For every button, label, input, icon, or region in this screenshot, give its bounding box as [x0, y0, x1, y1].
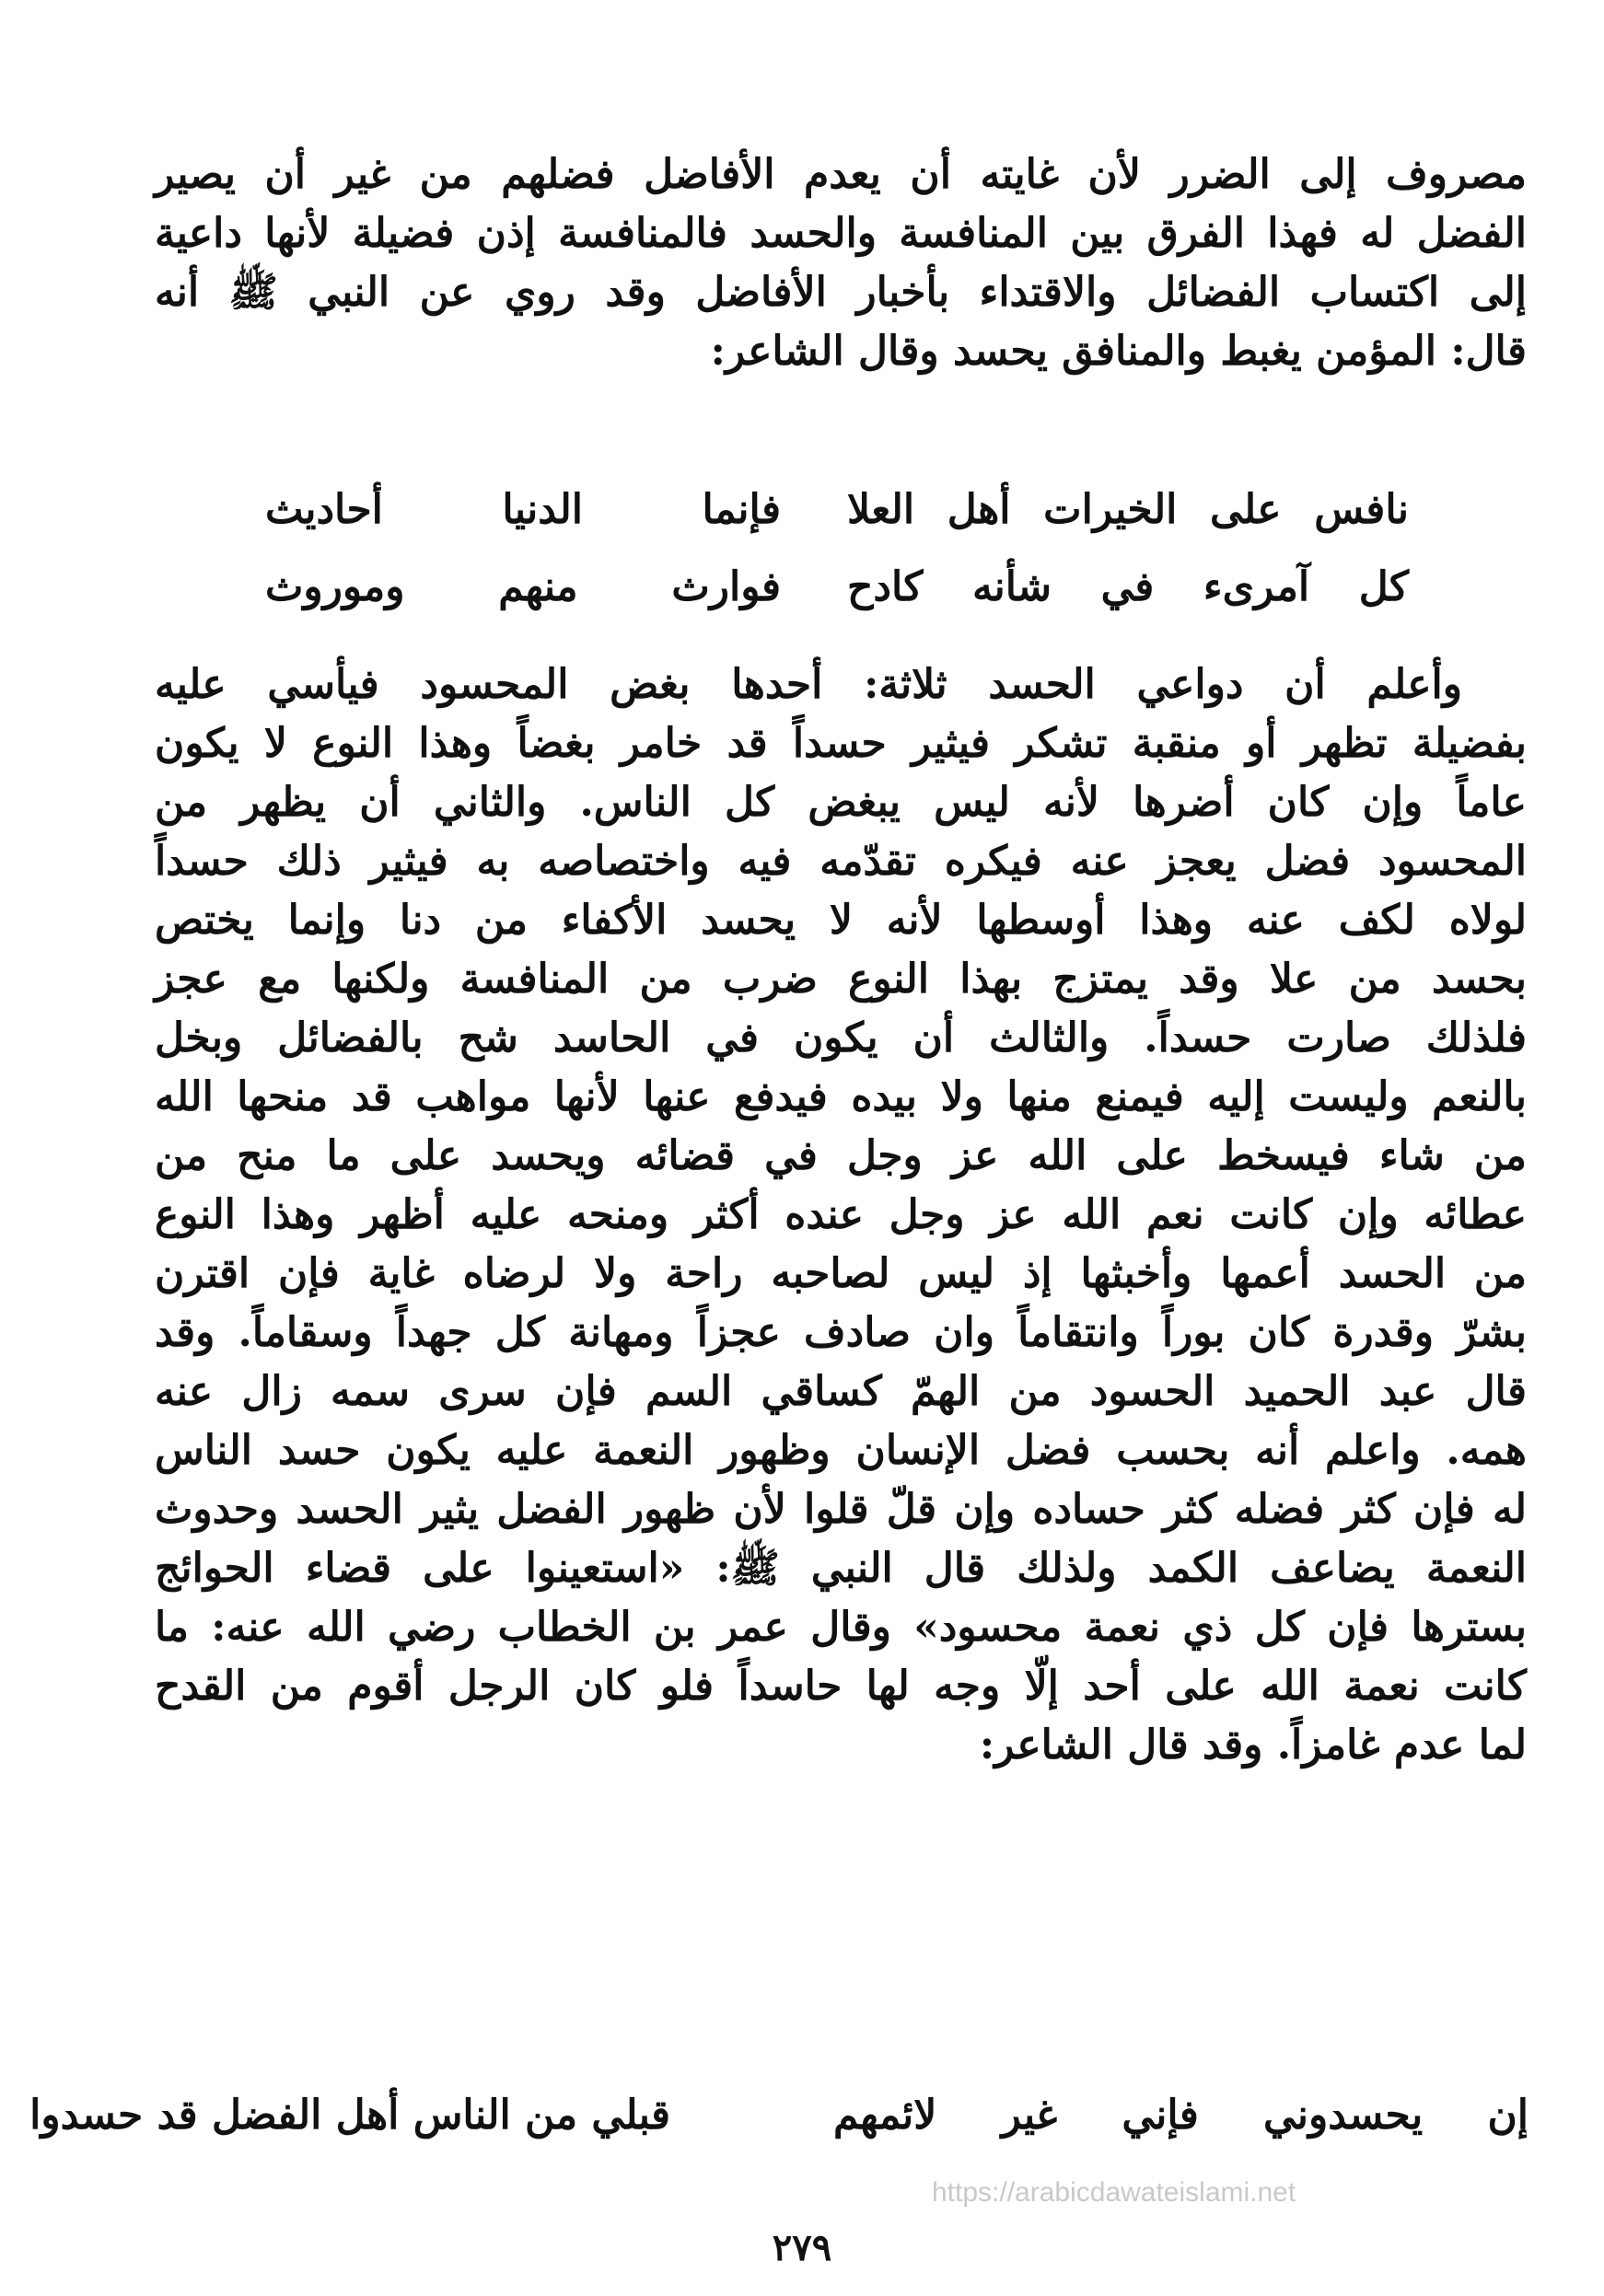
text-line: بشرّ وقدرة كان بوراً وانتقاماً وان صادف عجزاً ومهانة كل جهداً وسقاماً. وقد	[155, 1309, 1527, 1356]
verse-first-hemistich: نافس على الخيرات أهل العلا	[847, 486, 1409, 533]
text-line: بفضيلة تظهر أو منقبة تشكر فيثير حسداً قد خامر بغضاً وهذا النوع لا يكون	[155, 720, 1527, 767]
text-line: المحسود فضل يعجز عنه فيكره تقدّمه فيه واختصاصه به فيثير ذلك حسداً	[155, 838, 1527, 885]
text-line: كانت نعمة الله على أحد إلّا وجه لها حاسداً فلو كان الرجل أقوم من القدح	[155, 1663, 1527, 1710]
text-line: بحسد من علا وقد يمتزج بهذا النوع ضرب من المنافسة ولكنها مع عجز	[155, 956, 1527, 1003]
text-line: النعمة يضاعف الكمد ولذلك قال النبي ﷺ: «استعينوا على قضاء الحوائج	[155, 1545, 1527, 1592]
text-line: له فإن كثر فضله كثر حساده وإن قلّ قلوا لأن ظهور الفضل يثير الحسد وحدوث	[155, 1486, 1527, 1533]
text-line: لما عدم غامزاً. وقد قال الشاعر:	[979, 1722, 1527, 1768]
text-line: همه. واعلم أنه بحسب فضل الإنسان وظهور النعمة عليه يكون حسد الناس	[155, 1427, 1527, 1474]
text-line: مصروف إلى الضرر لأن غايته أن يعدم الأفاضل فضلهم من غير أن يصير	[155, 151, 1527, 198]
text-line: من الحسد أعمها وأخبثها إذ ليس لصاحبه راحة ولا لرضاه غاية فإن اقترن	[155, 1250, 1527, 1297]
verse-second-hemistich: فإنما الدنيا أحاديث	[265, 486, 781, 533]
watermark-url: https://arabicdawateislami.net	[932, 2177, 1296, 2208]
text-line: إلى اكتساب الفضائل والاقتداء بأخبار الأفاضل وقد روي عن النبي ﷺ أنه	[155, 269, 1527, 316]
text-line: بسترها فإن كل ذي نعمة محسود» وقال عمر بن الخطاب رضي الله عنه: ما	[155, 1604, 1527, 1651]
verse-second-hemistich: قبلي من الناس أهل الفضل قد حسدوا	[29, 2092, 670, 2139]
text-line: عاماً وإن كان أضرها لأنه ليس يبغض كل الناس. والثاني أن يظهر من	[155, 779, 1527, 826]
text-line: فلذلك صارت حسداً. والثالث أن يكون في الحاسد شح بالفضائل وبخل	[155, 1015, 1527, 1061]
verse-first-hemistich: إن يحسدوني فإني غير لائمهم	[833, 2092, 1528, 2139]
text-line: بالنعم وليست إليه فيمنع منها ولا بيده فيدفع عنها لأنها مواهب قد منحها الله	[155, 1073, 1527, 1120]
text-line: الفضل له فهذا الفرق بين المنافسة والحسد فالمنافسة إذن فضيلة لأنها داعية	[155, 210, 1528, 257]
text-line: عطائه وإن كانت نعم الله عز وجل عنده أكثر ومنحه عليه أظهر وهذا النوع	[155, 1191, 1527, 1238]
page-number: ٢٧٩	[772, 2226, 832, 2269]
verse-second-hemistich: فوارث منهم وموروث	[265, 563, 781, 610]
text-line: من شاء فيسخط على الله عز وجل في قضائه ويحسد على ما منح من	[155, 1132, 1527, 1179]
text-line: قال عبد الحميد الحسود من الهمّ كساقي السم فإن سرى سمه زال عنه	[155, 1368, 1527, 1415]
text-line: قال: المؤمن يغبط والمنافق يحسد وقال الشاعر:	[710, 328, 1527, 375]
text-line: وأعلم أن دواعي الحسد ثلاثة: أحدها بغض المحسود فيأسي عليه	[155, 661, 1462, 708]
verse-first-hemistich: كل آمرىء في شأنه كادح	[847, 563, 1409, 610]
text-line: لولاه لكف عنه وهذا أوسطها لأنه لا يحسد الأكفاء من دنا وإنما يختص	[155, 897, 1527, 944]
